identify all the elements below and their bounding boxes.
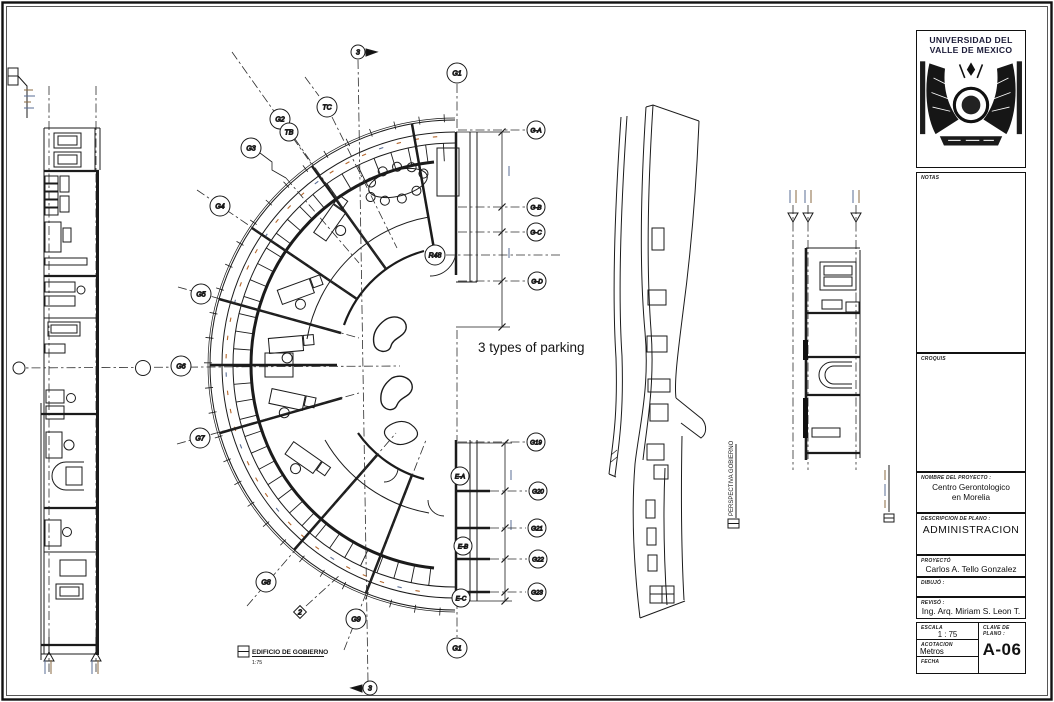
- svg-text:G-B: G-B: [530, 204, 542, 212]
- titleblock-reviso-box: [916, 597, 1026, 619]
- grid-bubble-g6: [171, 356, 191, 376]
- svg-text:G20: G20: [532, 488, 544, 496]
- grid-bubble-eb: [454, 537, 472, 555]
- perspective-caption-text: PERSPECTIVA GOBIERNO: [729, 440, 735, 516]
- svg-text:G-A: G-A: [530, 127, 542, 135]
- desk: [277, 275, 328, 315]
- svg-text:G23: G23: [531, 589, 543, 597]
- radius-bubble-r48: [425, 245, 445, 265]
- svg-text:G-C: G-C: [530, 229, 542, 237]
- level-flag: [788, 190, 861, 222]
- svg-text:G9: G9: [351, 616, 361, 624]
- escala-value: 1 : 75: [937, 630, 958, 639]
- desk: [268, 335, 315, 365]
- right-wing-plan: [788, 190, 861, 470]
- reviso-name: Ing. Arq. Miriam S. Leon T.: [921, 606, 1021, 616]
- project-name-label: NOMBRE DEL PROYECTO :: [921, 475, 992, 481]
- plano-name: ADMINISTRACION: [922, 524, 1020, 536]
- titleblock-scale-box: [916, 622, 1026, 674]
- grid-bubble-g22: [529, 550, 547, 568]
- grid-bubble-g7: [190, 428, 210, 448]
- project-name: Centro Gerontologico en Morelia: [932, 483, 1010, 502]
- grid-bubble-gd: [528, 272, 546, 290]
- proyecto-label: PROYECTÓ: [921, 558, 951, 564]
- svg-text:E-A: E-A: [454, 473, 466, 481]
- svg-text:G1: G1: [452, 70, 462, 78]
- titleblock-notas-box: [916, 172, 1026, 353]
- sheet-number: A-06: [982, 640, 1022, 659]
- section-flag-2: [294, 606, 307, 619]
- section-flag-3-top: [351, 45, 377, 59]
- svg-text:2: 2: [298, 609, 302, 617]
- grid-bubble-gc: [527, 223, 545, 241]
- svg-text:G6: G6: [176, 363, 186, 371]
- svg-text:G21: G21: [531, 525, 543, 533]
- section-flag-3-bottom: [351, 681, 377, 695]
- svg-text:G7: G7: [195, 435, 205, 443]
- svg-text:TC: TC: [322, 104, 332, 112]
- grid-bubble-g23: [528, 583, 546, 601]
- escala-label: ESCALA: [921, 625, 943, 631]
- grid-bubble-tc: [317, 97, 337, 117]
- titleblock-project-box: [916, 472, 1026, 513]
- grid-bubble-g19: [527, 433, 545, 451]
- grid-bubble-ea: [451, 467, 469, 485]
- svg-text:G22: G22: [532, 556, 544, 564]
- parking-annotation[interactable]: 3 types of parking: [478, 340, 585, 355]
- grid-bubble-gb: [527, 198, 545, 216]
- dimension-ticks: [499, 129, 509, 605]
- svg-text:3: 3: [356, 49, 360, 57]
- detail-callout: [8, 68, 35, 118]
- grid-bubble-ec: [452, 589, 470, 607]
- svg-text:G2: G2: [275, 116, 285, 124]
- svg-text:E-B: E-B: [457, 543, 469, 551]
- svg-text:TB: TB: [284, 129, 294, 137]
- grid-bubble-g8: [256, 572, 276, 592]
- croquis-label: CROQUIS: [921, 356, 946, 362]
- proyecto-name: Carlos A. Tello Gonzalez: [925, 564, 1017, 574]
- plan-caption-title: EDIFICIO DE GOBIERNO: [252, 649, 329, 656]
- university-emblem-icon: [919, 57, 1023, 153]
- grid-bubble-g20: [529, 482, 547, 500]
- fecha-label: FECHA: [921, 659, 940, 665]
- acotacion-label: ACOTACION: [921, 642, 953, 648]
- dibujo-label: DIBUJÓ :: [921, 580, 945, 586]
- grid-bubble-g4: [210, 196, 230, 216]
- grid-bubble-tb: [280, 123, 298, 141]
- svg-text:G4: G4: [215, 203, 225, 211]
- grid-bubble-g5: [191, 284, 211, 304]
- fan-plan: [177, 49, 560, 682]
- titleblock-dibujo-box: [916, 577, 1026, 597]
- level-flag: [44, 637, 101, 674]
- university-name: UNIVERSIDAD DEL VALLE DE MEXICO: [929, 35, 1013, 55]
- titleblock-plano-box: [916, 513, 1026, 555]
- left-wing-plan: [8, 68, 400, 674]
- reviso-label: REVISÓ :: [921, 600, 945, 606]
- svg-text:G1: G1: [452, 645, 462, 653]
- plan-caption-scale: 1:75: [252, 660, 263, 666]
- svg-text:3: 3: [368, 685, 372, 693]
- svg-text:G8: G8: [261, 579, 271, 587]
- svg-text:E-C: E-C: [455, 595, 467, 603]
- svg-text:G3: G3: [246, 145, 256, 153]
- svg-text:G19: G19: [530, 439, 542, 447]
- notas-label: NOTAS: [921, 175, 940, 181]
- acotacion-value: Metros: [920, 647, 944, 656]
- grid-bubble-g1-bottom: [447, 638, 467, 658]
- section-caption: [884, 465, 894, 522]
- svg-text:G-D: G-D: [531, 278, 543, 286]
- svg-text:R48: R48: [428, 252, 442, 260]
- perspective-elevation: [609, 105, 706, 618]
- grid-bubble-g1: [447, 63, 467, 83]
- titleblock-croquis-box: [916, 353, 1026, 472]
- svg-text:G5: G5: [196, 291, 206, 299]
- grid-bubble-g21: [528, 519, 546, 537]
- grid-bubble-g3: [241, 138, 261, 158]
- grid-bubble-ga: [527, 121, 545, 139]
- titleblock-logo-box: [916, 30, 1026, 168]
- clave-label: CLAVE DE PLANO :: [983, 625, 1010, 637]
- titleblock-proyecto-box: [916, 555, 1026, 577]
- grid-bubble-g9: [346, 609, 366, 629]
- plano-label: DESCRIPCION DE PLANO :: [921, 516, 991, 522]
